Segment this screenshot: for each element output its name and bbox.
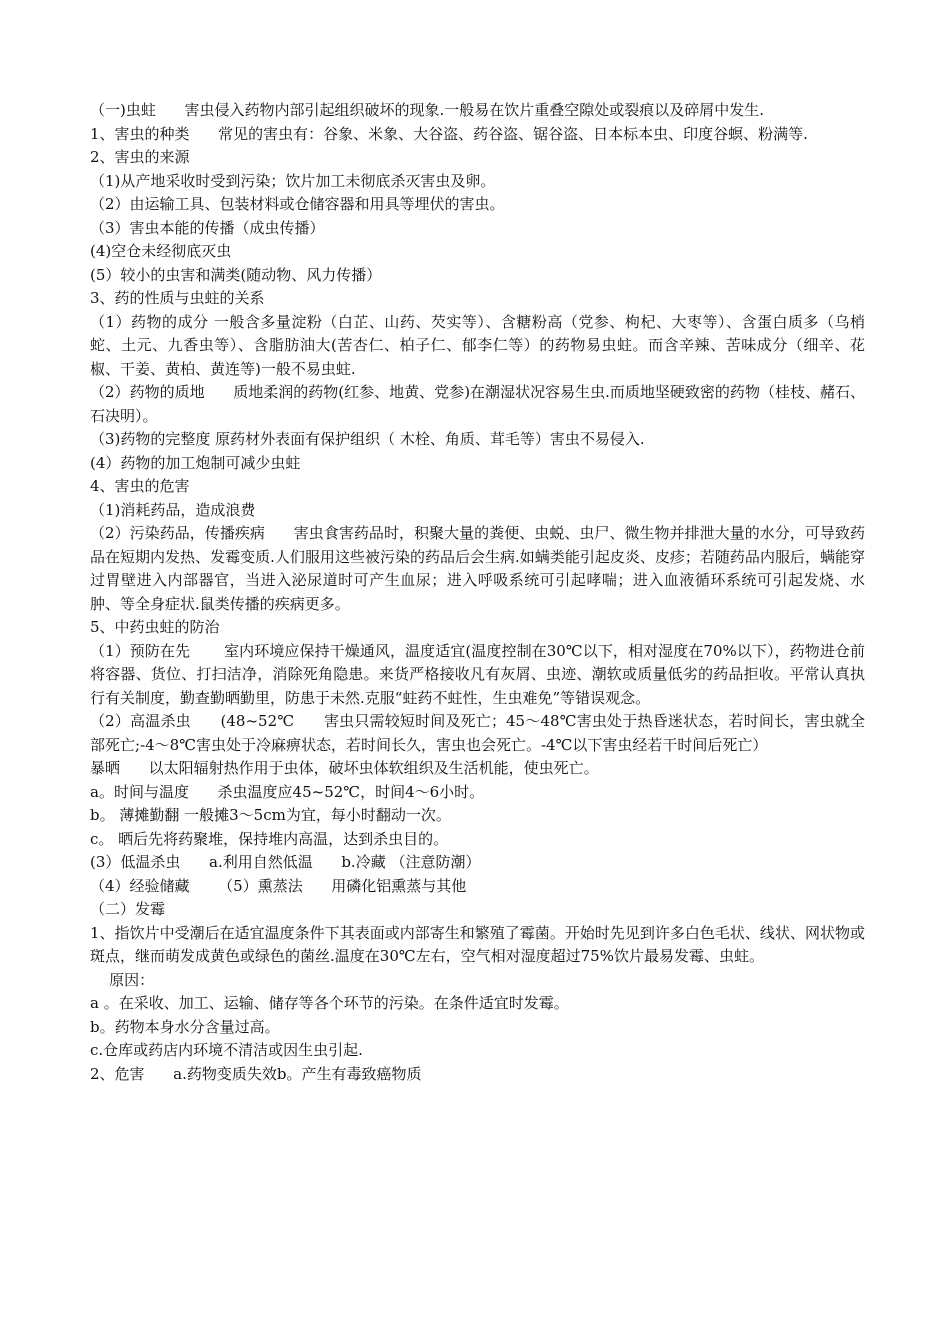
list-item-cause-c: c.仓库或药店内环境不清洁或因生虫引起. (90, 1041, 363, 1059)
list-item-prevention-1: （1）预防在先 室内环境应保持干燥通风，温度适宜(温度控制在30℃以下，相对湿度在70%以下），药物进仓前将容器、货位、打扫洁净，消除死角隐患。来货严格接收凡有灰屑、虫迹、潮软或质量低劣的药品拒收。平常认真执行有关制度，勤查勤晒勤里，防患于未然.克服“蛀药不蛀性，生虫难免”等错误观念。 (90, 641, 865, 707)
list-item-prevention-2: （2）高温杀虫 (48~52℃ 害虫只需较短时间及死亡；45～48℃害虫处于热昏迷状态，若时间长，害虫就全部死亡;-4～8℃害虫处于冷麻痹状态，若时间长久，害虫也会死亡。-4℃以下害虫经若干时间后死亡） (90, 712, 865, 754)
list-item-source-1: （1)从产地采收时受到污染；饮片加工未彻底杀灭害虫及卵。 (90, 171, 496, 190)
list-item-source-2: （2）由运输工具、包装材料或仓储容器和用具等埋伏的害虫。 (90, 195, 505, 213)
list-item-property-4: (4）药物的加工炮制可减少虫蛀 (90, 453, 301, 472)
list-item-property-1: （1）药物的成分 一般含多量淀粉（白芷、山药、芡实等）、含糖粉高（党参、枸杞、大枣等）、含蛋白质多（乌梢蛇、土元、九香虫等）、含脂肪油大(苦杏仁、柏子仁、郁李仁等）的药物易虫蛀。而含辛辣、苦味成分（细辛、花椒、干姜、黄柏、黄连等)一般不易虫蛀. (90, 312, 865, 378)
subheading-pest-sources: 2、害虫的来源 (90, 148, 190, 166)
list-item-cause-a: a 。在采收、加工、运输、储存等各个环节的污染。在条件适宜时发霉。 (90, 994, 569, 1012)
subheading-prevention: 5、中药虫蛀的防治 (90, 618, 220, 636)
list-item-sun-c: c。 晒后先将药聚堆，保持堆内高温，达到杀虫目的。 (90, 829, 449, 848)
subheading-causes: 原因： (90, 970, 155, 989)
subheading-pest-harm: 4、害虫的危害 (90, 477, 190, 495)
document-body (90, 99, 865, 1086)
section-heading-insect-damage: （一)虫蛀 害虫侵入药物内部引起组织破坏的现象.一般易在饮片重叠空隙处或裂痕以及碎屑中发生. (90, 101, 765, 119)
list-item-source-4: (4)空仓未经彻底灭虫 (90, 242, 232, 260)
subheading-drug-properties: 3、药的性质与虫蛀的关系 (90, 289, 265, 307)
section-heading-mold: （二）发霉 (90, 900, 166, 918)
list-item-prevention-3: (3）低温杀虫 a.利用自然低温 b.冷藏 （注意防潮） (90, 853, 481, 871)
list-item-sun-b: b。 薄摊勤翻 一般摊3～5cm为宜，每小时翻动一次。 (90, 806, 451, 824)
paragraph-mold-definition: 1、指饮片中受潮后在适宜温度条件下其表面或内部寄生和繁殖了霉菌。开始时先见到许多白色毛状、线状、网状物或斑点，继而萌发成黄色或绿色的菌丝.温度在30℃左右，空气相对湿度超过75%饮片最易发霉、虫蛀。 (90, 923, 865, 965)
list-item-source-3: （3）害虫本能的传播（成虫传播） (90, 218, 325, 237)
list-item-sun-a: a。时间与温度 杀虫温度应45~52℃，时间4～6小时。 (90, 782, 485, 801)
paragraph-pest-types: 1、害虫的种类 常见的害虫有：谷象、米象、大谷盗、药谷盗、锯谷盗、日本标本虫、印度谷螟、粉满等. (90, 124, 808, 143)
list-item-source-5: (5）较小的虫害和满类(随动物、风力传播） (90, 265, 382, 284)
list-item-property-3: （3)药物的完整度 原药材外表面有保护组织（ 木栓、角质、茸毛等）害虫不易侵入. (90, 430, 645, 448)
list-item-harm-2: （2）污染药品，传播疾病 害虫食害药品时，积聚大量的粪便、虫蜕、虫尸、微生物并排泄大量的水分，可导致药品在短期内发热、发霉变质.人们服用这些被污染的药品后会生病.如螨类能引起皮炎、皮疹；若随药品内服后，螨能穿过胃壁进入内部器官，当进入泌尿道时可产生血尿；进入呼吸系统可引起哮喘；进入血液循环系统可引起发烧、水肿、等全身症状.鼠类传播的疾病更多。 (90, 524, 865, 613)
list-item-prevention-4-5: （4）经验储藏 （5）熏蒸法 用磷化铝熏蒸与其他 (90, 876, 467, 895)
list-item-property-2: （2）药物的质地 质地柔润的药物(红参、地黄、党参)在潮湿状况容易生虫.而质地坚硬致密的药物（桂枝、赭石、石决明）。 (90, 383, 865, 425)
list-item-cause-b: b。药物本身水分含量过高。 (90, 1017, 280, 1036)
paragraph-sun-exposure: 暴晒 以太阳辐射热作用于虫体，破坏虫体软组织及生活机能，使虫死亡。 (90, 759, 599, 777)
paragraph-mold-harm: 2、危害 a.药物变质失效b。产生有毒致癌物质 (90, 1064, 422, 1083)
list-item-harm-1: （1)消耗药品，造成浪费 (90, 500, 256, 519)
